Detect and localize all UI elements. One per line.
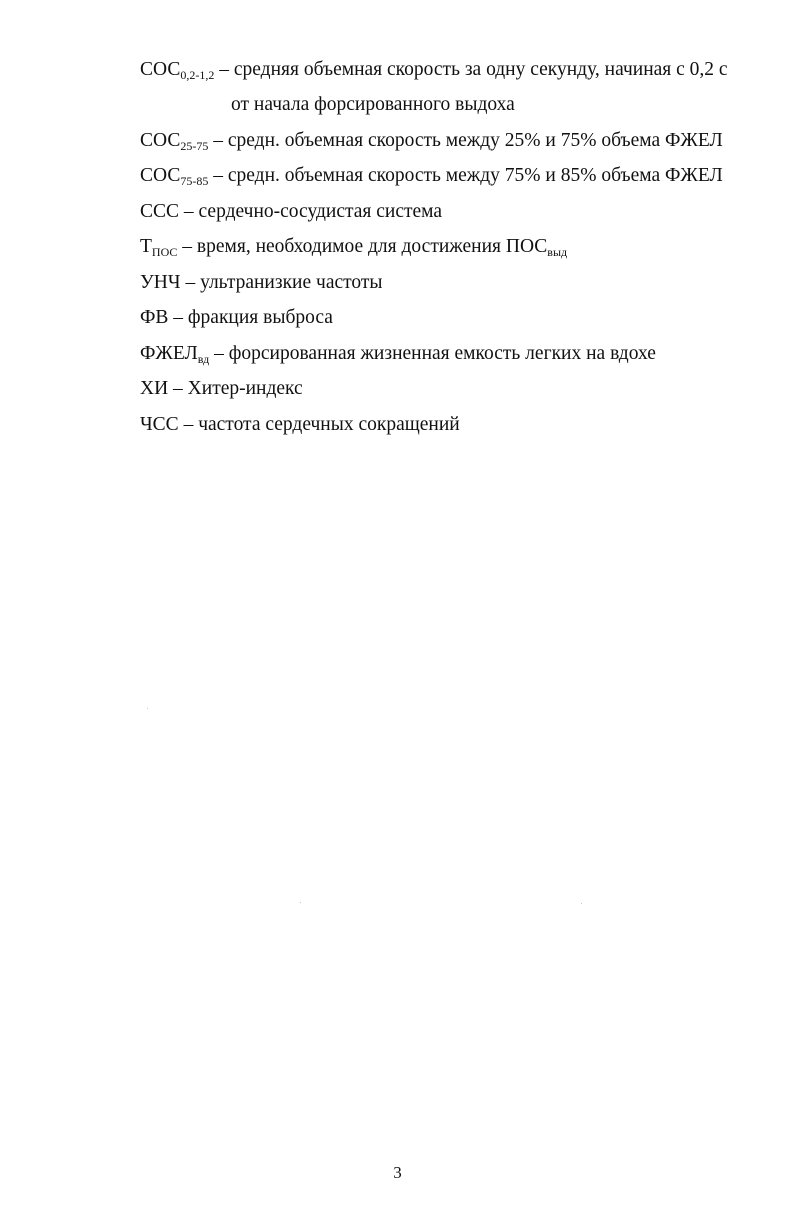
abbreviation: СОС <box>140 165 181 186</box>
abbreviation-entry-sos-75-85 <box>140 164 723 188</box>
definition-subscript: выд <box>547 245 568 259</box>
abbreviation: ФЖЕЛ <box>140 343 198 364</box>
abbreviation-entry-fv <box>140 306 333 330</box>
abbreviation-entry-sos-25-75 <box>140 129 723 153</box>
abbreviation-subscript: ПОС <box>151 245 178 259</box>
abbreviation-subscript: 75-85 <box>180 174 209 188</box>
scan-speck <box>147 708 148 709</box>
abbreviation-entry-unch <box>140 271 383 295</box>
abbreviation: СОС <box>140 59 181 80</box>
abbreviation: ХИ <box>140 378 169 399</box>
abbreviation: УНЧ <box>140 272 181 293</box>
definition: – ультранизкие частоты <box>185 272 383 293</box>
definition: – Хитер-индекс <box>173 378 303 399</box>
abbreviation-entry-sos-0-2-1-2 <box>140 58 728 82</box>
definition: – время, необходимое для достижения ПОС <box>182 236 548 257</box>
definition: – сердечно-сосудистая система <box>179 201 443 222</box>
definition: – фракция выброса <box>173 307 333 328</box>
abbreviation: ФВ <box>140 307 169 328</box>
definition: – частота сердечных сокращений <box>178 414 460 435</box>
abbreviation-subscript: 0,2-1,2 <box>180 68 215 82</box>
page-number: 3 <box>393 1163 402 1182</box>
definition: – средн. объемная скорость между 75% и 85% объема ФЖЕЛ <box>213 165 723 186</box>
abbreviation-subscript: 25-75 <box>180 139 209 153</box>
abbreviation: Т <box>140 236 152 257</box>
abbreviation: ЧСС <box>140 414 179 435</box>
abbreviation-entry-fzhel-vd <box>140 342 656 366</box>
abbreviation-subscript: вд <box>197 352 210 366</box>
abbreviation-entry-t-pos <box>140 235 567 259</box>
scan-speck <box>300 902 301 903</box>
definition: – средняя объемная скорость за одну секунду, начиная с 0,2 с <box>219 59 728 80</box>
abbreviation-entry-sss <box>140 200 442 224</box>
definition: – форсированная жизненная емкость легких на вдохе <box>214 343 656 364</box>
definition-continuation: от начала форсированного выдоха <box>231 94 515 115</box>
abbreviation: СОС <box>140 130 181 151</box>
scan-speck <box>581 903 582 904</box>
abbreviation-entry-khi <box>140 377 303 401</box>
abbreviation: ССС <box>140 201 180 222</box>
definition: – средн. объемная скорость между 25% и 75% объема ФЖЕЛ <box>213 130 723 151</box>
abbreviation-entry-chss <box>140 413 460 437</box>
